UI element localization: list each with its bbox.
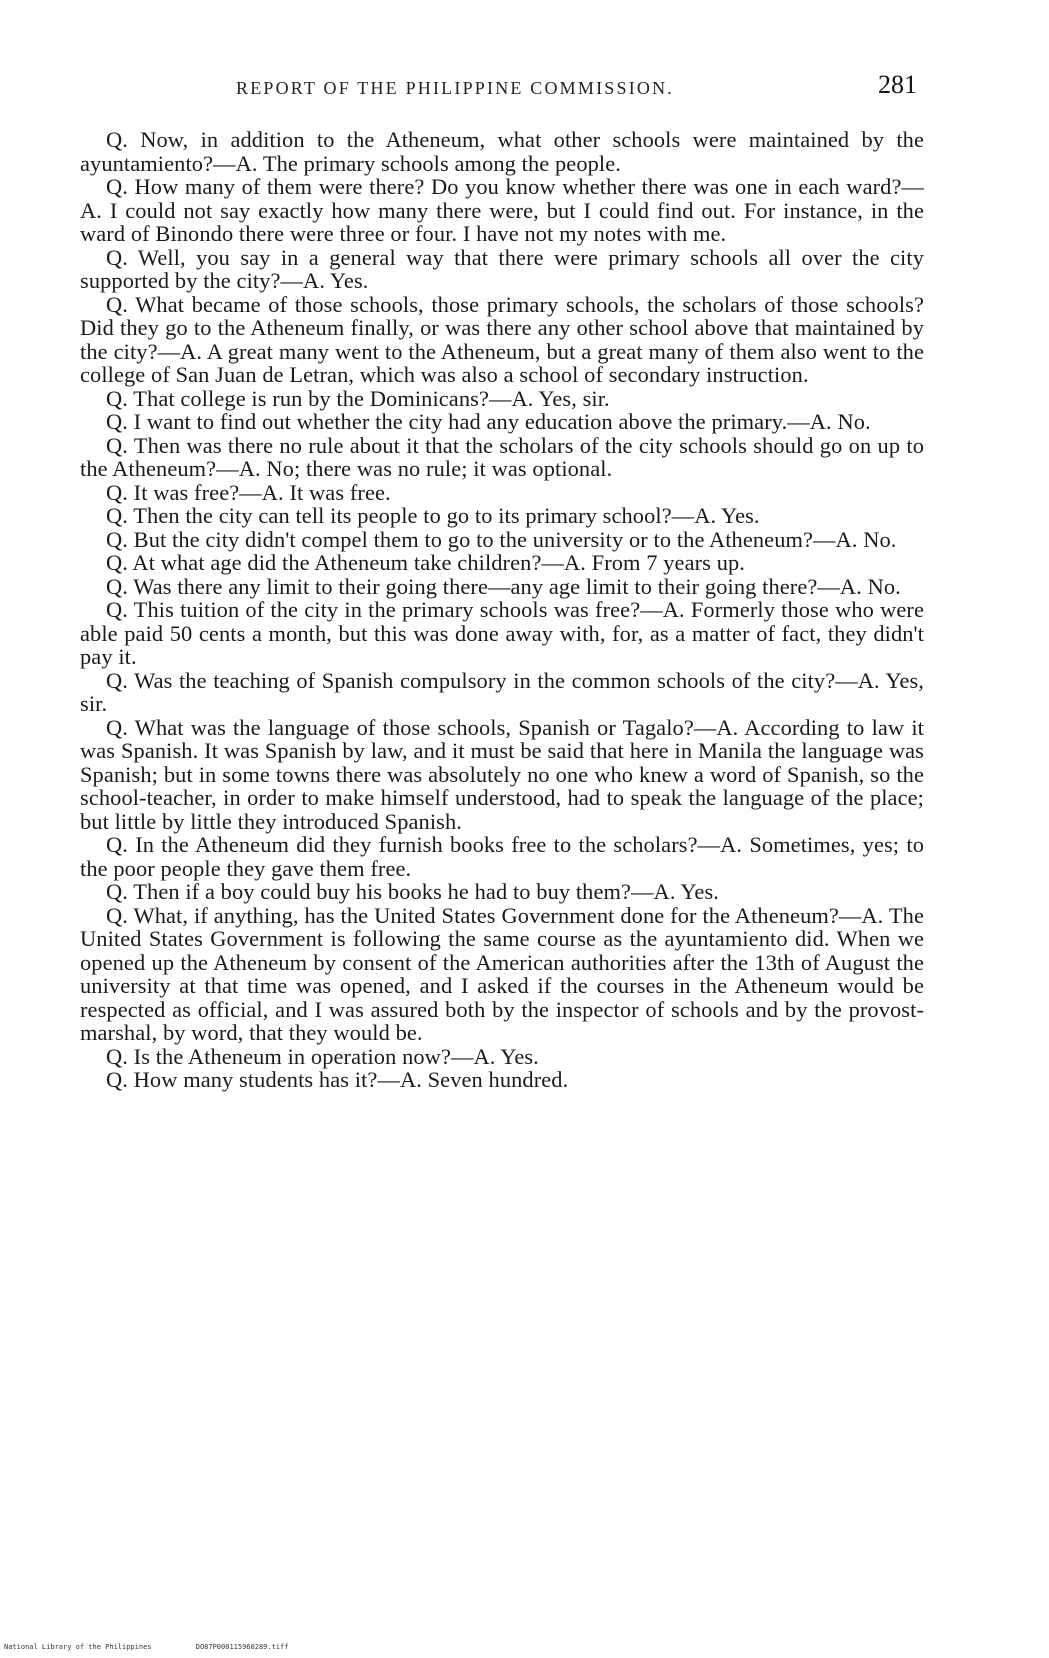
qa-paragraph-7: Q. Then was there no rule about it that the scholars of the city schools should go on up to the Atheneum?—A. No; there was no rule; it was optional. (80, 432, 924, 481)
qa-paragraph-14: Q. Was the teaching of Spanish compulsory in the common schools of the city?—A. Yes, sir. (80, 667, 924, 716)
qa-paragraph-9: Q. Then the city can tell its people to go to its primary school?—A. Yes. (106, 503, 760, 528)
qa-paragraph-2: Q. How many of them were there? Do you know whether there was one in each ward?—A. I could not say exactly how many there were, but I could find out. For instance, in the ward of Binondo there were three or four. I have not my notes with me. (80, 174, 924, 246)
qa-paragraph-12: Q. Was there any limit to their going there—any age limit to their going there?—A. No. (106, 573, 901, 599)
footer-library: National Library of the Philippines (4, 1643, 152, 1651)
footer-file-id: DO87P000115960289.tiff (195, 1643, 289, 1651)
qa-paragraph-19: Q. Is the Atheneum in operation now?—A. Yes. (106, 1043, 539, 1069)
qa-paragraph-5: Q. That college is run by the Dominicans?—A. Yes, sir. (106, 385, 610, 411)
qa-paragraph-6: Q. I want to find out whether the city had any education above the primary.—A. No. (106, 409, 871, 434)
qa-paragraph-16: Q. In the Atheneum did they furnish books free to the scholars?—A. Sometimes, yes; to the poor people they gave them free. (80, 832, 924, 881)
qa-paragraph-18: Q. What, if anything, has the United States Government done for the Atheneum?—A. The United States Government is following the same course as the ayuntamiento did. When we opened up the Atheneum by consent of the American authorities after the 13th of August the university at that time was opened, and I asked if the courses in the Atheneum would be respected as official, and I was assured both by the inspector of schools and by the provost-marshal, by word, that they would be. (80, 902, 924, 1045)
scan-footer (4, 1643, 328, 1651)
qa-paragraph-10: Q. But the city didn't compel them to go to the university or to the Atheneum?—A. No. (106, 526, 897, 552)
running-head: REPORT OF THE PHILIPPINE COMMISSION. (236, 78, 675, 98)
qa-paragraph-20: Q. How many students has it?—A. Seven hundred. (106, 1067, 569, 1092)
qa-paragraph-4: Q. What became of those schools, those primary schools, the scholars of those schools? Did they go to the Atheneum finally, or was there any other school above that maintained by the city?—A. A great many went to the Atheneum, but a great many of them also went to the college of San Juan de Letran, which was also a school of secondary instruction. (80, 291, 924, 387)
qa-paragraph-17: Q. Then if a boy could buy his books he had to buy them?—A. Yes. (106, 879, 719, 904)
qa-paragraph-11: Q. At what age did the Atheneum take children?—A. From 7 years up. (106, 550, 745, 575)
page-number: 281 (878, 70, 917, 99)
qa-paragraph-13: Q. This tuition of the city in the primary schools was free?—A. Formerly those who were able paid 50 cents a month, but this was done away with, for, as a matter of fact, they didn't pay it. (80, 597, 924, 669)
qa-paragraph-8: Q. It was free?—A. It was free. (106, 479, 391, 505)
qa-paragraph-1: Q. Now, in addition to the Atheneum, what other schools were maintained by the ayuntamiento?—A. The primary schools among the people. (80, 127, 924, 176)
qa-paragraph-3: Q. Well, you say in a general way that there were primary schools all over the city supported by the city?—A. Yes. (80, 244, 924, 293)
body-text (80, 128, 924, 1092)
qa-paragraph-15: Q. What was the language of those schools, Spanish or Tagalo?—A. According to law it was Spanish. It was Spanish by law, and it must be said that here in Manila the language was Spanish; but in some towns there was absolutely no one who knew a word of Spanish, so the school-teacher, in order to make himself understood, had to speak the language of the place; but little by little they introduced Spanish. (80, 714, 924, 834)
